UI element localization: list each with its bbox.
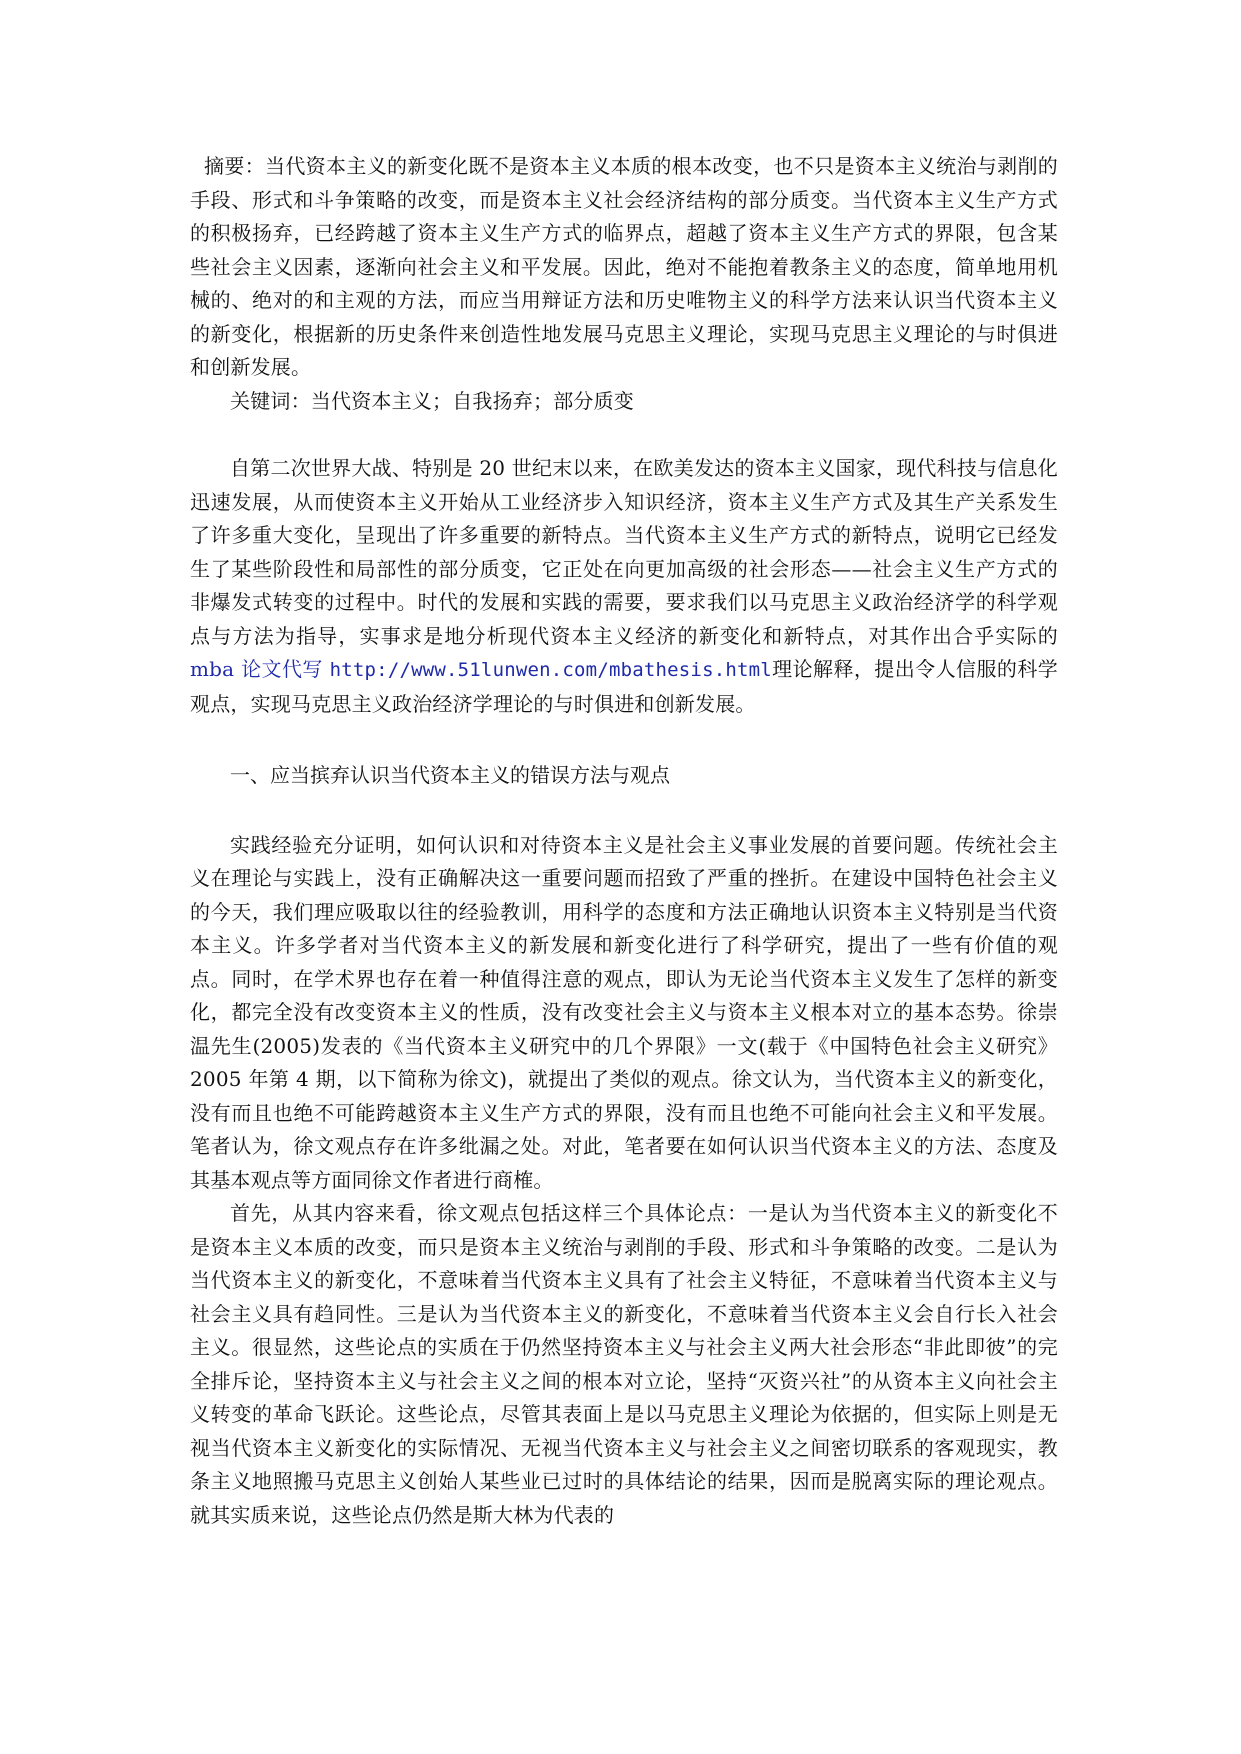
mba-link-text[interactable]: mba 论文代写 bbox=[190, 657, 323, 681]
intro-text-after-link: 理论解释，提出令人信服的科学观点，实现马克思主义政治经济学理论的与时俱进和创新发展。 bbox=[190, 657, 1058, 716]
intro-paragraph bbox=[190, 452, 1058, 721]
spacer bbox=[190, 721, 1058, 759]
spacer bbox=[190, 418, 1058, 452]
section-heading: 一、应当摈弃认识当代资本主义的错误方法与观点 bbox=[230, 763, 670, 787]
document-page bbox=[190, 150, 1058, 1532]
mba-link-url[interactable]: http://www.51lunwen.com/mbathesis.html bbox=[329, 659, 772, 681]
section-paragraph-1: 实践经验充分证明，如何认识和对待资本主义是社会主义事业发展的首要问题。传统社会主义在理论与实践上，没有正确解决这一重要问题而招致了严重的挫折。在建设中国特色社会主义的今天，我们理应吸取以往的经验教训，用科学的态度和方法正确地认识资本主义特别是当代资本主义。许多学者对当代资本主义的新发展和新变化进行了科学研究，提出了一些有价值的观点。同时，在学术界也存在着一种值得注意的观点，即认为无论当代资本主义发生了怎样的新变化，都完全没有改变资本主义的性质，没有改变社会主义与资本主义根本对立的基本态势。徐崇温先生(2005)发表的《当代资本主义研究中的几个界限》一文(载于《中国特色社会主义研究》2005 年第 4 期，以下简称为徐文)，就提出了类似的观点。徐文认为，当代资本主义的新变化，没有而且也绝不可能跨越资本主义生产方式的界限，没有而且也绝不可能向社会主义和平发展。笔者认为，徐文观点存在许多纰漏之处。对此，笔者要在如何认识当代资本主义的方法、态度及其基本观点等方面同徐文作者进行商榷。 bbox=[190, 832, 1058, 1192]
abstract-paragraph: 摘要：当代资本主义的新变化既不是资本主义本质的根本改变，也不只是资本主义统治与剥削的手段、形式和斗争策略的改变，而是资本主义社会经济结构的部分质变。当代资本主义生产方式的积极扬弃，已经跨越了资本主义生产方式的临界点，超越了资本主义生产方式的界限，包含某些社会主义因素，逐渐向社会主义和平发展。因此，绝对不能抱着教条主义的态度，简单地用机械的、绝对的和主观的方法，而应当用辩证方法和历史唯物主义的科学方法来认识当代资本主义的新变化，根据新的历史条件来创造性地发展马克思主义理论，实现马克思主义理论的与时俱进和创新发展。 bbox=[190, 154, 1058, 379]
keywords-line: 关键词：当代资本主义；自我扬弃；部分质变 bbox=[230, 388, 634, 413]
intro-text-before-link: 自第二次世界大战、特别是 20 世纪末以来，在欧美发达的资本主义国家，现代科技与信息化迅速发展，从而使资本主义开始从工业经济步入知识经济，资本主义生产方式及其生产关系发生了许多重大变化，呈现出了许多重要的新特点。当代资本主义生产方式的新特点，说明它已经发生了某些阶段性和局部性的部分质变，它正处在向更加高级的社会形态——社会主义生产方式的非爆发式转变的过程中。时代的发展和实践的需要，要求我们以马克思主义政治经济学的科学观点与方法为指导，实事求是地分析现代资本主义经济的新变化和新特点，对其作出合乎实际的 bbox=[190, 456, 1058, 648]
section-paragraph-2: 首先，从其内容来看，徐文观点包括这样三个具体论点：一是认为当代资本主义的新变化不是资本主义本质的改变，而只是资本主义统治与剥削的手段、形式和斗争策略的改变。二是认为当代资本主义的新变化，不意味着当代资本主义具有了社会主义特征，不意味着当代资本主义与社会主义具有趋同性。三是认为当代资本主义的新变化，不意味着当代资本主义会自行长入社会主义。很显然，这些论点的实质在于仍然坚持资本主义与社会主义两大社会形态“非此即彼”的完全排斥论，坚持资本主义与社会主义之间的根本对立论，坚持“灭资兴社”的从资本主义向社会主义转变的革命飞跃论。这些论点，尽管其表面上是以马克思主义理论为依据的，但实际上则是无视当代资本主义新变化的实际情况、无视当代资本主义与社会主义之间密切联系的客观现实，教条主义地照搬马克思主义创始人某些业已过时的具体结论的结果，因而是脱离实际的理论观点。就其实质来说，这些论点仍然是斯大林为代表的 bbox=[190, 1201, 1058, 1527]
spacer bbox=[190, 793, 1058, 829]
